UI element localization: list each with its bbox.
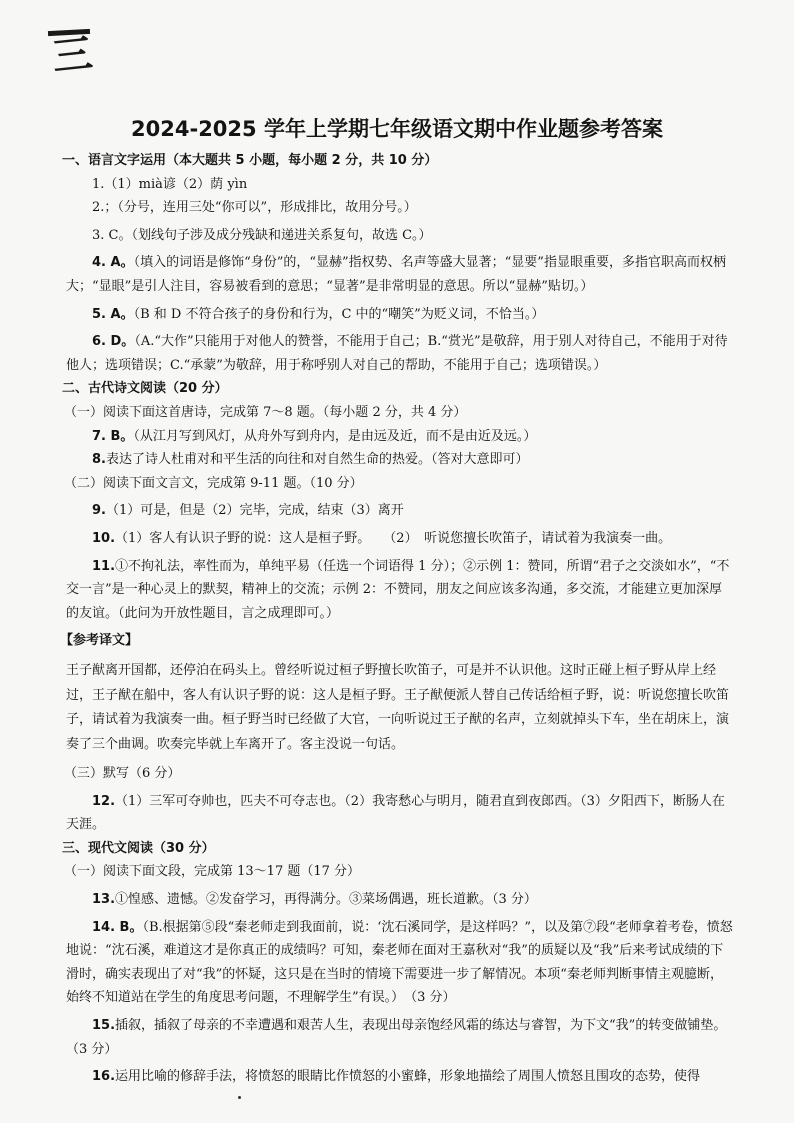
page-title: 2024-2025 学年上学期七年级语文期中作业题参考答案 [131,117,663,141]
q12-number: 12. [92,793,116,809]
q9-text: （1）可是，但是（2）完毕，完成，结束（3）离开 [105,503,404,519]
q15-text: 插叙，插叙了母亲的不幸遭遇和艰苦人生，表现出母亲饱经风霜的练达与睿智，为下文“我”的转变做铺垫。（3 分） [66,1018,727,1057]
corner-handwritten-mark: 三 [50,31,91,81]
section-1-heading: 一、语言文字运用（本大题共 5 小题，每小题 2 分，共 10 分） [62,153,438,168]
q4-number: 4. A。 [92,255,134,271]
section-2-sub-1: （一）阅读下面这首唐诗，完成第 7～8 题。（每小题 2 分，共 4 分） [64,404,467,420]
q11-text: ①不拘礼法，率性而为，单纯平易（任选一个词语得 1 分）；②示例 1：赞同，所谓“君子之交淡如水”，“不交一言”是一种心灵上的默契，精神上的交流；示例 2：不赞同，朋友之间应该多沟通，多交流，才能建立更加深厚的友谊。（此问为开放性题目，言之成理即可。） [66,558,730,621]
answer-q7 [66,425,734,449]
answer-q3: 3. C。（划线句子涉及成分残缺和递进关系复句，故选 C。） [92,227,432,243]
q7-text: （从江月写到风灯，从舟外写到舟内，是由远及近，而不是由近及远。） [133,428,537,444]
q12-text: （1）三军可夺帅也，匹夫不可夺志也。（2）我寄愁心与明月，随君直到夜郎西。（3）夕阳西下，断肠人在天涯。 [66,793,725,833]
answer-q16 [66,1065,734,1089]
q13-number: 13. [92,892,116,908]
answer-q8 [66,448,734,472]
scan-speck [238,1096,241,1099]
answer-q5 [66,303,734,327]
answer-q4 [66,251,734,298]
q4-text: （填入的词语是修饰“身份”的，“显赫”指权势、名声等盛大显著；“显要”指显眼重要，多指官职高而权柄大；“显眼”是引人注目，容易被看到的意思；“显著”是非常明显的意思。所以“显赫”贴切。） [66,255,726,294]
section-3-sub-1: （一）阅读下面文段，完成第 13～17 题（17 分） [64,864,361,880]
q7-number: 7. B。 [92,428,134,444]
reference-translation-heading: 【参考译文】 [60,633,139,649]
q5-text: （B 和 D 不符合孩子的身份和行为，C 中的“嘲笑”为贬义词，不恰当。） [133,306,545,322]
answer-q14 [66,916,734,1010]
q16-text: 运用比喻的修辞手法，将愤怒的眼睛比作愤怒的小蜜蜂，形象地描绘了周围人愤怒且围攻的态势，使得 [115,1069,701,1085]
answer-q1: 1.（1）mià谚（2）荫 yìn [92,176,248,192]
answer-q11 [66,555,734,626]
q6-text: （A.“大作”只能用于对他人的赞誉，不能用于自己；B.“赏光”是敬辞，用于别人对待自己，不能用于对待他人；选项错误；C.“承蒙”为敬辞，用于称呼别人对自己的帮助，不能用于自己；选项错误。） [66,334,728,373]
reference-translation-text: 王子猷离开国都，还停泊在码头上。曾经听说过桓子野擅长吹笛子，可是并不认识他。这时正碰上桓子野从岸上经过，王子猷在船中，客人有认识子野的说：这人是桓子野。王子猷便派人替自己传话给桓子野，说：听说您擅长吹笛子，请试着为我演奏一曲。桓子野当时已经做了大官，一向听说过王子猷的名声，立刻就掉头下车，坐在胡床上，演奏了三个曲调。吹奏完毕就上车离开了。客主没说一句话。 [66,662,730,753]
q14-text: （B.根据第⑤段“秦老师走到我面前，说：‘沈石溪同学，是这样吗？”，以及第⑦段“老师拿着考卷，愤怒地说：“沈石溪，难道这才是你真正的成绩吗？可知，秦老师在面对王嘉秋对“我”的质疑以及“我”后来考试成绩的下滑时，确实表现出了对“我”的怀疑，这只是在当时的情境下需要进一步了解情况。本项“秦老师判断事情主观臆断，始终不知道站在学生的角度思考问题，不理解学生”有误。） （3 分） [66,919,733,1006]
answer-q10 [66,527,734,551]
section-2-sub-3: （三）默写（6 分） [64,766,181,782]
q10-text: （1）客人有认识子野的说：这人是桓子野。 （2） 听说您擅长吹笛子，请试着为我演奏一曲。 [115,530,672,546]
answer-q2: 2.；（分号，连用三处“你可以”，形成排比，故用分号。） [92,200,417,216]
q8-number: 8. [92,452,106,468]
q10-number: 10. [92,530,116,546]
section-2-sub-2: （二）阅读下面文言文，完成第 9-11 题。（10 分） [64,475,363,491]
answer-q12 [66,790,734,837]
q8-text: 表达了诗人杜甫对和平生活的向往和对自然生命的热爱。（答对大意即可） [105,452,529,468]
answer-q13 [66,888,734,912]
section-3-heading: 三、现代文阅读（30 分） [62,840,215,856]
q14-number: 14. B。 [92,919,143,935]
q11-number: 11. [92,558,116,574]
answer-q6 [66,330,734,377]
q16-number: 16. [92,1069,116,1085]
answer-q9 [66,499,734,523]
q5-number: 5. A。 [92,306,134,322]
section-2-heading: 二、古代诗文阅读（20 分） [62,381,228,397]
q6-number: 6. D。 [92,334,135,350]
q15-number: 15. [92,1018,116,1033]
answer-q15 [66,1014,734,1061]
q13-text: ①惶感、遗憾。②发奋学习，再得满分。③菜场偶遇，班长道歉。（3 分） [115,892,537,908]
answer-content [60,149,734,1089]
q9-number: 9. [92,503,106,519]
